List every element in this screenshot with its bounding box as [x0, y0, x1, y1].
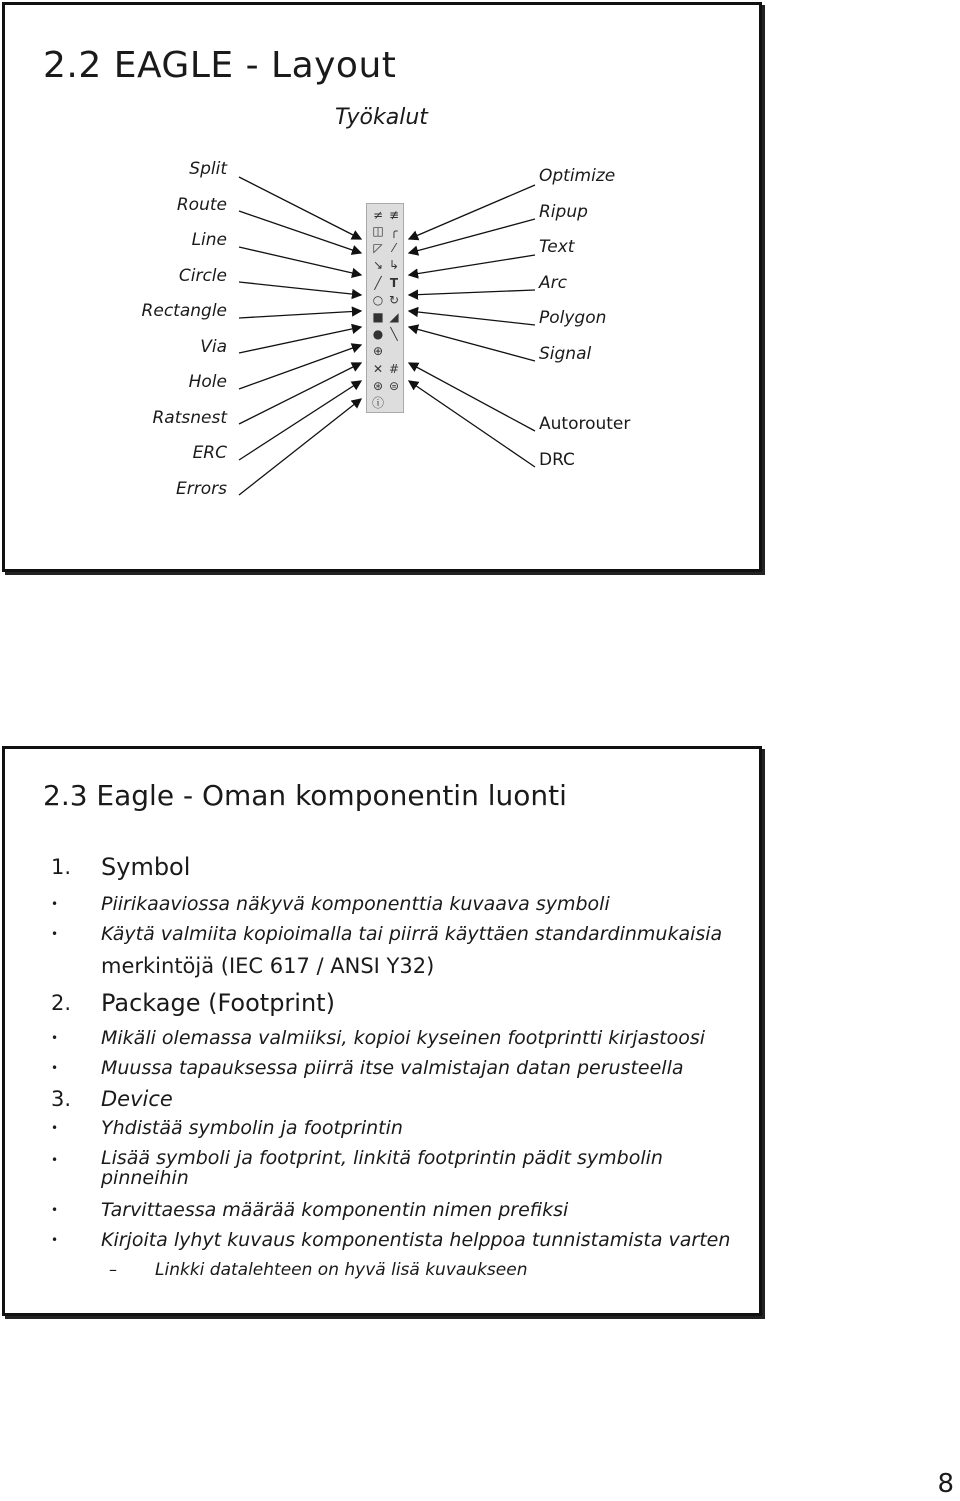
section-heading-package: Package (Footprint) — [101, 989, 335, 1017]
bullet-dot: • — [51, 1061, 59, 1075]
split-icon: ≠ — [372, 208, 384, 222]
text-icon: T — [389, 276, 399, 290]
bullet-dot: • — [51, 1233, 59, 1247]
bullet-dot: • — [51, 1203, 59, 1217]
bullet-text: Lisää symboli ja footprint, linkitä footprintin pädit symbolin — [101, 1147, 663, 1169]
label-polygon: Polygon — [539, 308, 607, 328]
bullet-text: Piirikaaviossa näkyvä komponenttia kuvaava symboli — [101, 893, 610, 915]
bullet-dot: • — [51, 1121, 59, 1135]
bullet-dot: • — [51, 927, 59, 941]
label-hole: Hole — [188, 372, 227, 392]
label-ratsnest: Ratsnest — [152, 408, 227, 428]
ripup-icon: ╭ — [390, 224, 398, 238]
errors-icon: ⓘ — [371, 396, 384, 410]
bend-icon: ↘ — [372, 258, 384, 272]
section-number: 3. — [51, 1087, 72, 1111]
line-icon: ╱ — [374, 276, 382, 290]
slide-layout-tools — [2, 2, 762, 572]
bullet-dot: • — [51, 1031, 59, 1045]
circle-icon: ○ — [372, 293, 384, 307]
drc-icon: ⊜ — [388, 379, 400, 393]
hole-icon: ⊕ — [372, 344, 384, 358]
section-heading-symbol: Symbol — [101, 853, 191, 881]
bullet-text: Mikäli olemassa valmiiksi, kopioi kyseinen footprintti kirjastoosi — [101, 1027, 706, 1049]
polygon-icon: ◢ — [389, 310, 399, 324]
slide-component-creation — [2, 746, 762, 1316]
label-ripup: Ripup — [539, 202, 588, 222]
sub-bullet-text: Linkki datalehteen on hyvä lisä kuvaukseen — [155, 1260, 528, 1280]
bullet-text: Muussa tapauksessa piirrä itse valmistajan datan perusteella — [101, 1057, 684, 1079]
section-heading-device: Device — [101, 1087, 173, 1111]
rectangle-icon: ■ — [372, 310, 384, 324]
label-text: Text — [539, 237, 575, 257]
slide-subtitle: Työkalut — [335, 105, 428, 130]
label-autorouter: Autorouter — [539, 414, 631, 434]
eagle-toolbar — [366, 203, 404, 413]
label-split: Split — [189, 159, 227, 179]
route-icon: ◫ — [372, 224, 384, 238]
label-errors: Errors — [176, 479, 227, 499]
label-rectangle: Rectangle — [141, 301, 227, 321]
slide-title: 2.2 EAGLE - Layout — [43, 45, 397, 86]
arc-icon: ↻ — [388, 293, 400, 307]
arrow-split — [239, 177, 361, 239]
bullet-text: Tarvittaessa määrää komponentin nimen prefiksi — [101, 1199, 569, 1221]
signal-icon: ╲ — [390, 327, 398, 341]
autorouter-icon: # — [388, 362, 400, 376]
via-icon: ● — [372, 327, 384, 341]
section-number: 1. — [51, 855, 72, 879]
bullet-dot: • — [51, 1153, 59, 1167]
miter-icon: ◸ — [373, 241, 383, 255]
slide-title: 2.3 Eagle - Oman komponentin luonti — [43, 779, 567, 812]
sub-bullet-dash: – — [109, 1260, 117, 1279]
label-signal: Signal — [539, 344, 592, 364]
ratsnest-icon: ✕ — [372, 362, 384, 376]
bullet-text: Yhdistää symbolin ja footprintin — [101, 1117, 403, 1139]
bullet-text: Kirjoita lyhyt kuvaus komponentista helppoa tunnistamista varten — [101, 1229, 731, 1251]
page-number: 8 — [937, 1469, 954, 1499]
label-drc: DRC — [539, 450, 575, 470]
erc-icon: ⊛ — [372, 379, 384, 393]
bullet-text: Käytä valmiita kopioimalla tai piirrä käyttäen standardinmukaisia — [101, 923, 723, 945]
wire-split-icon: ⁄ — [392, 241, 395, 255]
label-route: Route — [176, 195, 227, 215]
optimize-icon: ≢ — [388, 208, 400, 222]
label-circle: Circle — [178, 266, 227, 286]
label-line: Line — [191, 230, 227, 250]
bend2-icon: ↳ — [388, 258, 400, 272]
bullet-continuation: merkintöjä (IEC 617 / ANSI Y32) — [101, 954, 435, 978]
bullet-text-wrap: pinneihin — [101, 1167, 189, 1189]
label-arc: Arc — [539, 273, 567, 293]
bullet-dot: • — [51, 897, 59, 911]
label-erc: ERC — [192, 443, 227, 463]
label-via: Via — [200, 337, 227, 357]
label-optimize: Optimize — [539, 166, 616, 186]
section-number: 2. — [51, 991, 72, 1015]
